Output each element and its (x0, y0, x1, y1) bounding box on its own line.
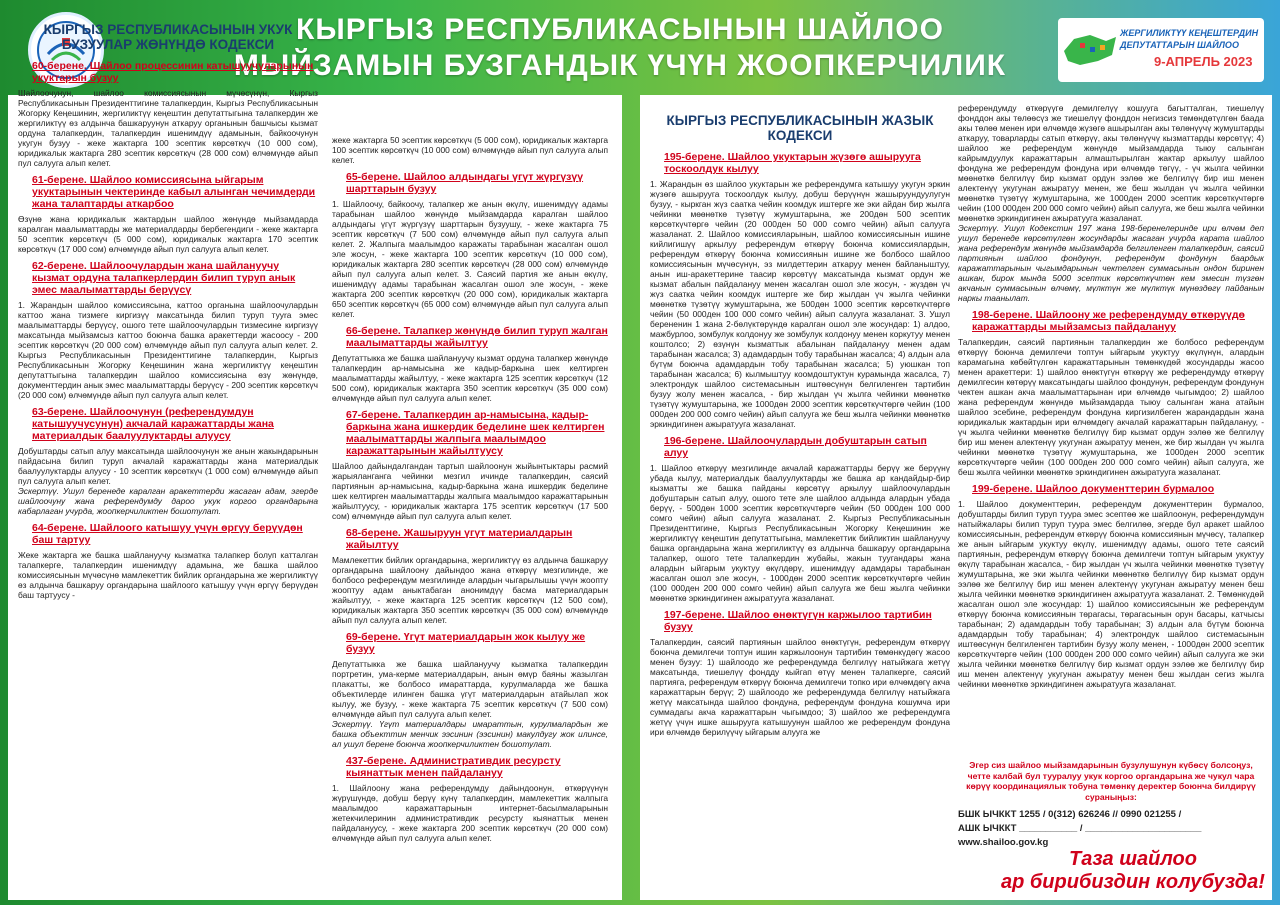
slogan-line-2: ар бирибиздин колубузда! (1001, 871, 1265, 893)
article-note: Эскертүү. Үгүт материалдары имараттын, курулмалардын же башка объекттин менчик ээсинин (ээсинин) макулдугу жок илинсе, ал ушул берене боюнча жоопкерчиликтен бошотулат. (332, 719, 608, 749)
article-63 (18, 406, 318, 516)
article-heading: 66-берене. Талапкер жөнүндө билип туруп жалган маалыматтарды жайылтуу (346, 325, 608, 349)
article-note: Эскертүү. Ушул беренеде каралган аракеттерди жасаган адам, эгерде шайлоочуну жана референдумду дароо укук коргоо органдарына кабарлаган учурда, жоопкерчиликтен бошотулат. (18, 486, 318, 516)
article-text: Депутаттыкка же башка шайлануучу кызмат ордуна талапкер жөнүндө талапкердин ар-намысына же кадыр-баркына шек келтирген маалыматтарды жайылтуу, - жеке жактарга 125 эсептик көрсөткүч (12 500 сом), юридикалык жактарга 350 эсептик көрсөткүч (35 000 сом) өлчөмүндө айып пул салууга алып келет. (332, 353, 608, 403)
title-line-1: КЫРГЫЗ РЕСПУБЛИКАСЫНЫН ШАЙЛОО (296, 13, 944, 46)
article-heading: 69-берене. Үгүт материалдарын жок кылуу же бузуу (346, 631, 586, 655)
article-195 (650, 151, 950, 429)
article-text: Жеке жактарга же башка шайлануучу кызматка талапкер болуп катталган талапкерге, талапкердин ишенимдүү адамына, же башка шайлоо комиссиясынын мүчөсүнө мамлекеттик бийлик органдарына же жергиликтүү өз алдынча башкаруу органдарына шайлоого катышуу үчүн өргүү берүүдөн баш тартуусу - (18, 550, 318, 600)
article-heading: 67-берене. Талапкердин ар-намысына, кадыр-баркына жана ишкердик беделине шек келтирген маалыматтарды жалпыга маалымдоо каражаттарынын жайылтуусу (346, 409, 605, 457)
article-69 (332, 631, 608, 749)
code-title-administrative: КЫРГЫЗ РЕСПУБЛИКАСЫНЫН УКУК БУЗУУЛАР ЖӨНҮНДӨ КОДЕКСИ (43, 22, 293, 52)
article-61 (18, 174, 318, 254)
article-62 (18, 260, 318, 400)
continued-text: жеке жактарга 50 эсептик көрсөткүч (5 000 сом), юридикалык жактарга 100 эсептик көрсөткүч (10 000 сом) өлчөмүндө айып пул салууга алып келет. (332, 135, 608, 165)
article-67 (332, 409, 608, 521)
slogan-line-1: Таза шайлоо (1069, 848, 1197, 870)
logo-right-line-2: ДЕПУТАТТАРЫН ШАЙЛОО (1120, 40, 1239, 50)
article-note: Эскертүү. Ушул Кодекстин 197 жана 198-беренелеринде ири өлчөм деп ушул беренеде көрсөтүлгөн жосундарды жасаган учурда карата шайлоо жана референдум жөнүндө мыйзамдарда белгиленген талапкердин, саясий партиянын шайлоо фондунун, референдум фондунун баардык каражаттарынын чыгымдарынын чектелген суммасынын ондон биринен ашкан, бирок мында 5000 эсептик көрсөткүчтөн кем эмесин түзгөн акчанын суммасынын өлчөмү, мүлктүн же мүлктүк мүнөздөгү пайданын наркы таанылат. (958, 223, 1264, 303)
tec-hotline: АШК ЫЧККТ ___________ / ______________________ (958, 823, 1202, 834)
report-note: Эгер сиз шайлоо мыйзамдарынын бузулушунун күбөсү болсоңуз, четте калбай бул тууралуу укук коргоо органдарына же чукул чара көрүү координациялык тобуна төмөнкү деректер боюнча билдирүү сураныңыз: (966, 760, 1256, 802)
contact-box (958, 760, 1264, 850)
article-199 (958, 483, 1264, 689)
article-text: Талапкердин, саясий партиянын талапкердин же болбосо референдум өткөрүү боюнча демилгечи топтун ыйгарым укуктуу өкүлүнүн, алардын карамагына көбөйтүлгөн каражаттарынын төмөнкүдөй жосундарды жасоо менен аракеттери: 1) шайлоо өнөктүгүн өткөрүү же референдумду өткөрүү демилгесин көтөрүү максатындагы шайлоо фондунун, референдум фондунун чектен ашкан акча маалыматтарынан ири өлчөмдө чыгымдоо; 2) шайлоо жана референдум жөнүндө мыйзамдарда тыюу салынган жана атайын шайлоо эсебине, референдум фондуна киргизилбеген жарандардын жана юридикалык жактардын ири өлчөмдөгү акчалай каражаттарын пайдалануу, - үч жылга чейинки мөөнөткө белгилүү бир кызмат ордун ээлөө же белгилүү бир иш менен алектенүү укугунан ажыратуу менен, же бир жылдан үч жылга чейинки мөөнөткө түзөтүү жумуштарына, же 1000ден 2000 эсептик көрсөткүчтөргө чейин (100 000ден 200 000 сомго чейин) айып салууга, же беш жылга чейинки мөөнөткө эркиндигинен ажыратууга жазаланат. (958, 337, 1264, 477)
logo-right-line-1: ЖЕРГИЛИКТҮҮ КЕҢЕШТЕРДИН (1120, 28, 1259, 38)
code-title-criminal: КЫРГЫЗ РЕСПУБЛИКАСЫНЫН ЖАЗЫК КОДЕКСИ (666, 113, 934, 143)
logo-right-date: 9-АПРЕЛЬ 2023 (1154, 54, 1253, 69)
article-437 (332, 755, 608, 843)
contacts (958, 808, 1264, 850)
article-heading: 198-берене. Шайлоону же референдумду өткөрүүдө каражаттарды мыйзамсыз пайдалануу (972, 309, 1245, 333)
election-logo (1058, 18, 1264, 82)
article-197 (650, 609, 950, 737)
article-64 (18, 522, 318, 600)
article-65 (332, 171, 608, 319)
article-heading: 61-берене. Шайлоо комиссиясына ыйгарым укуктарынын чектеринде кабыл алынган чечимдерди жана талаптарды аткарбоо (32, 174, 316, 210)
article-heading: 197-берене. Шайлоо өнөктүгүн каржылоо тартибин бузуу (664, 609, 932, 633)
article-68 (332, 527, 608, 625)
article-196 (650, 435, 950, 603)
article-heading: 65-берене. Шайлоо алдындагы үгүт жүргүзүү шарттарын бузуу (346, 171, 584, 195)
article-text: 1. Жарандын өз шайлоо укуктарын же референдумга катышуу укугун эркин жүзөгө ашырууга тоскоолдук кылуу, добуш берүүнүн жашыруундуулугун бузуу, - кыркган жүз саатка чейин коомдук иштерге же эки айдан бир жылга чейинки мөөнөткө түзөтүү жумуштарына, же 200дөн 500 эсептик көрсөткүчтөргө чейин (20 000ден 50 000 сомго чейин) айып салууга жазаланат. 2. Шайлоо комиссияларынын, шайлоо комиссиясынын ишине кийлигишүү аркылуу референдум өткөрүү боюнча комиссиялардын, референдум өткөрүү боюнча комиссиянын ишине же болбосо шайлоо комиссиясынын мүчөсүнүн, эз милдеттерин аткаруу менен байланыштуу, анын иш-аракеттерине таасир көрсөтүү максатында кызмат ордун же кызмат абалын пайдалануу менен жасалган ошол эле жосун, - жүздөн үч жүз саатка чейин коомдук иштерге же бир жылдан үч жылга чейинки мөөнөткө түзөтүү жумуштарына, же 500дөн 1000 эсептик көрсөткүчтөргө чейин (50 000ден 100 000 сомго чейин) айып салууга жазаланат. 3. Ушул берененин 1 жана 2-бөлүктөрүндө каралган ошол эле жосундар: 1) алдоо, мажбурлоо, зомбулук колдонуу же зомбулук колдонуу менен коркутуу менен коштолсо; 2) өзүнүн кызматтык абалынан пайдалануу менен адам тарабынан жасалса; 3) адамдардын тобу тарабынан жасалса; 4) алдын ала бүтүм боюнча адамдардын тобу тарабынан жасалса; 5) уюшкан топ тарабынан жасалса; 6) кылмыштуу коомдоштуктун курамында жасалса, 7) электрондук шайлоо системасынын иштөөсүнүн белгиленген тартибин бузуу жолу менен жасалса, - бир жылдан үч жылга чейинки мөөнөткө түзөтүү жумуштарына, же 1000дөн 2000 эсептик көрсөткүчтөргө чейин (100 000ден 200 000 сомго чейин) айып салууга же беш жылга чейинки мөөнөткө эркиндигинен ажыратууга жазаланат. (650, 179, 950, 429)
slogan (998, 848, 1268, 894)
article-text: Өзүнө жана юридикалык жактардын шайлоо жөнүндө мыйзамдарда каралган маалыматтарды же материалдарды бербегендиги - жеке жактарга 50 эсептик көрсөткүч (5 000 сом), юридикалык жактарга 170 эсептик көрсөткүч (17 000 сом) өлчөмүндө айып пул салууга алып келет. (18, 214, 318, 254)
article-198 (958, 309, 1264, 477)
article-text: 1. Шайлоочу, байкоочу, талапкер же анын өкүлү, ишенимдүү адамы тарабынан шайлоо жөнүндө мыйзамдарда каралган шайлоо алдындагы үгүт жүргүзүү шарттарын бузуушу, - жеке жактарга 75 эсептик көрсөткүч (7 500 сом) өлчөмүндө айып пул салууга алып келет. 2. Жалпыга маалымдоо каражаты тарабынан жасалган ошол эле жосун, - жеке жактарга 100 эсептик көрсөткүч (10 000 сом), юридикалык жактарга 280 эсептик көрсөткүч (28 000 сом) өлчөмүндө айып пул салууга алып келет. 3. Саясий партия же анын өкүлү, ишенимдүү адамы тарабынан жасалган ошол эле жосун, - жеке жактарга 200 эсептик көрсөткүч (20 000 сом), юридикалык жактарга 650 эсептик көрсөткүч (65 000 сом) өлчөмүндө айып пул салууга алып келет. (332, 199, 608, 319)
article-heading: 195-берене. Шайлоо укуктарын жүзөгө ашырууга тоскоолдук кылуу (664, 151, 921, 175)
article-text: Шайлоо дайындалгандан тартып шайлоонун жыйынтыктары расмий жарыяланганга чейинки мезгил ичинде талапкердин, саясий партиянын ар-намысына, кадыр-баркына жана ишкердик беделине шек келтирген маалыматтарды жалпыга маалымдоо каражаттарынын жайылтуусу, - юридикалык жактарга 175 эсептик көрсөткүч (17 500 сом) өлчөмүндө айып пул салууга алып келет. (332, 461, 608, 521)
article-text: 1. Шайлоо өткөрүү мезгилинде акчалай каражаттарды берүү же берүүнү убада кылуу, материалдык баалуулуктарды же башка ар кандайдыр-бир кызматты же башка пайданы көрсөтүү аркылуу шайлоочулардын добуштарын сатып алуу, ошого тете эле шайлоо алдында алардын убада берүү, - 500дөн 1000 эсептик көрсөткүчтөргө чейин (50 000ден 100 000 сомго чейин) айып салууга жазаланат. 2. Кыргыз Республикасынын Президенттигине, Кыргыз Республикасынын Жогорку Кеңешинин же жергиликтүү кеңештин депутаттыгына, мамлекеттик бийликтин шайлануучу башка органдарына жана жергиликтүү өз алдынча башкаруу органдарына талапкер, ошого тете талапкердин жубайы, жакын туугандары жана алардын ыйгарым укуктуу өкүлдөрү, ишенимдүү адамдары тарабынан жасалган ошол эле жосун, - 1000дөн 2000 эсептик көрсөткүчтөргө чейин (100 000ден 200 000 сомго чейин) айып салууга же беш жылга чейинки мөөнөткө эркиндигинен ажыратууга жазаланат. (650, 463, 950, 603)
column-4 (958, 103, 1264, 689)
article-text: 1. Шайлоону жана референдумду дайындоонун, өткөрүүнүн жүрүшүндө, добуш берүү күнү талапкердин, мамлекеттик жалпыга маалымдоо каражаттарынын интернет-басылмаларынын жетекчилеринин административдик ресурсту кыянаттык менен пайдалануусу, - жеке жактарга 200 эсептик көрсөткүч (20 000 сом) өлчөмүндө айып пул салууга алып келет. (332, 783, 608, 843)
article-heading: 68-берене. Жашыруун үгүт материалдарын жайылтуу (346, 527, 573, 551)
title-line-2: МЫЙЗАМЫН БУЗГАНДЫК ҮЧҮН ЖООПКЕРЧИЛИК (233, 49, 1007, 82)
article-heading: 60-берене. Шайлоо процессинин катышуучуларынын укуктарын бузуу (32, 60, 314, 84)
article-text: Добуштарды сатып алуу максатында шайлоочунун же анын жакындарынын пайдасына билип туруп акчалай каражаттарды жана материалдык баалуулуктарды алуусу - 10 эсептик көрсөткүч (1 000 сом) өлчөмүндө айып пул салууга алып келет. (18, 446, 318, 486)
cec-hotline: БШК ЫЧККТ 1255 / 0(312) 626246 // 0990 021255 / (958, 809, 1182, 820)
article-60 (18, 60, 318, 168)
column-2 (332, 135, 608, 843)
article-text: 1. Шайлоо документтерин, референдум документтерин бурмалоо, добуштарды билип туруп туура эмес эсептөө же шайлоонун, референдумдун натыйжалары билип туруп туура эмес белгилөө, эгерде бул аракет шайлоо комиссиясынын, референдум өткөрүү боюнча комиссиянын мүчөсү, талапкер же анын ыйгарым укуктуу өкүлү, ишенимдүү адамы, ошого тете саясий партиянын, референдум өткөрүү боюнча демилгечи топтун ыйгарым укуктуу өкүлү тарабынан жасалса, - бир жылдан үч жылга чейинки мөөнөткө түзөтүү жумуштарына, же эки жылга чейинки мөөнөткө белгилүү бир кызмат ордун ээлөө же белгилүү бир иш менен алектенүү укугунан ажыратуу менен беш жылга чейинки мөөнөткө эркиндигинен ажыратууга жазаланат. 2. Төмөнкүдөй жасалган ошол эле жосундар: 1) шайлоо комиссиясынын же референдум өткөрүү боюнча комиссиянын төрагасы, төрагасынын орун басары, катчысы тарабынан; 2) адамдардын тобу тарабынан; 3) алдын ала бүтүм боюнча адамдардын тобу тарабынан; 4) электрондук шайлоо системасынын иштөөсүнүн белгиленген тартибин бузуу жолу менен, - 1000дөн 2000 эсептик көрсөткүчтөргө чейин (100 000ден 200 000 сомго чейин) айып салууга же эки жылга чейинки мөөнөткө белгилүү бир кызмат ордун ээлөө же белгилүү бир иш менен алектенүү укугунан ажыратуу менен беш жылдан сегиз жылга чейинки мөөнөткө эркиндигинен ажыратууга жазаланат. (958, 499, 1264, 689)
continued-text: референдумду өткөрүүгө демилгелүү кошууга багытталган, тиешелүү фонддон акы төлөөсүз же тиешелүү фонддон негизсиз төмөндөтүлгөн баада акы төлөө менен ири өлчөмдө жүзөгө ашырылган акы төлөнүүчү жумуштарды аткаруу, товарларды сатып өткөрүү, акы төлөнүүчү кызматтарды көрсөтүү; 4) шайлоо же референдум жөнүндө мыйзамдарда тыюу салынган кайрымдуулук каражаттарын алмаштырылган жактар аркылуу шайлоо фондуна же референдум фондуна ири өлчөмдө төгүү, - үч жылга чейинки мөөнөткө белгилүү бир кызмат ордун ээлөө же белгилүү бир иш менен алектенүү укугунан ажыратуу менен, же беш жылдан үч жылга чейинки мөөнөткө түзөтүү жумуштарына, же 1000ден 2000 эсептик көрсөткүчтөргө чейин (100 000ден 200 000 сомго чейин) айып салууга, же беш жылга чейинки мөөнөткө эркиндигинен ажыратууга жазаланат. (958, 103, 1264, 223)
article-text: Талапкердин, саясий партиянын шайлоо өнөктүгүн, референдум өткөрүү боюнча демилгечи топтун ишин каржылоонун тартибин төмөнкүдөгү жасоо менен бузуу: 1) шайлоодо же референдумда белгилүү натыйжага жетүү максатында, тиешелүү фондду кыйгап өтүү менен талапкерге, саясий партияга, референдум өткөрүү боюнча демилгечи топко ири өлчөмдөгү акча каражаттарын берүү; 2) шайлоодо же референдумда белгилүү натыйжага жетүү максатында шайлоо фондуна, референдум фондуна кошумча ири суммадагы акча каражаттарын чыгымдоо; 3) шайлоо же референдумга жетүү үчүн ишке ашырууга катышуунун шайлоо же референдум фондуна ири өлчөмдө берилүүчү ыйгарым алууга же (650, 637, 950, 737)
article-text: Депутаттыкка же башка шайлануучу кызматка талапкердин портретин, ума-керме материалдарын, анын өмүр баяны жазылган плакатты, же болбосо имараттарда, курулмаларда же башка объектилерде илинген башка үгүт материалдарын атайылап жок кылуу, же бузуу, - жеке жактарга 75 эсептик көрсөткүч (7 500 сом) өлчөмүндө айып пул салууга алып келет. (332, 659, 608, 719)
column-3 (650, 105, 950, 737)
article-66 (332, 325, 608, 403)
column-1 (18, 14, 318, 600)
article-heading: 64-берене. Шайлоого катышуу үчүн өргүү берүүдөн баш тартуу (32, 522, 303, 546)
article-text: 1. Жарандын шайлоо комиссиясына, каттоо органына шайлоочулардын каттоо жана тизмеге киргизүү максатында билип туруп тууra эмес маалыматтарды берүүсү, ошого тете шайлоочулардын тизмесине киргизүү максатында мыйзамсыз каттоо боюнча башка аракеттерди жасоосу - 200 эсептик көрсөткүч (20 000 сом) өлчөмүндө айып пул салууга алып келет. 2. Кыргыз Республикасынын Президенттигине талапкердин, Кыргыз Республикасынын Жогорку Кеңешинин жана жергиликтүү кеңештин депутаттыгына талапкердин шайлоо комиссиясына өзү жөнүндө, документтердин анык эмес маалыматтарды берүүсү - 200 эсептик көрсөткүч (20 000 сом) өлчөмүндө айып пул салууга алып келет. (18, 300, 318, 400)
article-heading: 196-берене. Шайлоочулардын добуштарын сатып алуу (664, 435, 927, 459)
article-text: Шайлоочунун, шайлоо комиссиясынын мүчөсүнүн, Кыргыз Республикасынын Президенттигине талапкердин, Кыргыз Республикасынын Жогорку Кеңешинин, жергиликтүү кеңештин депутаттыгына талапкердин же жергиликтүү өз алдынча башкаруунун аткаруу органынын башчысы кызмат ордуна талапкердин, талапкердин ишенимдүү адамынын, байкоочунун укугун бузуу - жеке жактарга 100 эсептик көрсөткүч (10 000 сом), юридикалык жактарга 280 эсептик көрсөткүч (28 000 сом) өлчөмүндө айып пул салууга алып келет. (18, 88, 318, 168)
article-text: Мамлекеттик бийлик органдарына, жергиликтүү өз алдынча башкаруу органдарына шайлоону дайындоо жана өткөрүү мезгилинде, же болбосо референдум мезгилинде алардын чыгарылышы үчүн жоопту жооптуу адам аныктабаган анонимдүү басма материалдарын жайылтуу, - жеке жактарга 125 эсептик көрсөткүч (12 500 сом), юридикалык жактарга 350 эсептик көрсөткүч (35 000 сом) өлчөмүндө айып пул салууга алып келет. (332, 555, 608, 625)
article-heading: 437-берене. Административдик ресурсту кыянаттык менен пайдалануу (346, 755, 561, 779)
article-heading: 199-берене. Шайлоо документтерин бурмалоо (972, 483, 1215, 495)
article-heading: 62-берене. Шайлоочулардын жана шайлануучу кызмат ордуна талапкерлердин билип туруп анык эмес маалыматтарды берүүсү (32, 260, 296, 296)
map-icon (1060, 21, 1120, 79)
article-heading: 63-берене. Шайлоочунун (референдумдун катышуучусунун) акчалай каражаттарды жана материалдык баалуулуктарды алуусу (32, 406, 274, 442)
website-link[interactable]: www.shailoo.gov.kg (958, 837, 1049, 848)
